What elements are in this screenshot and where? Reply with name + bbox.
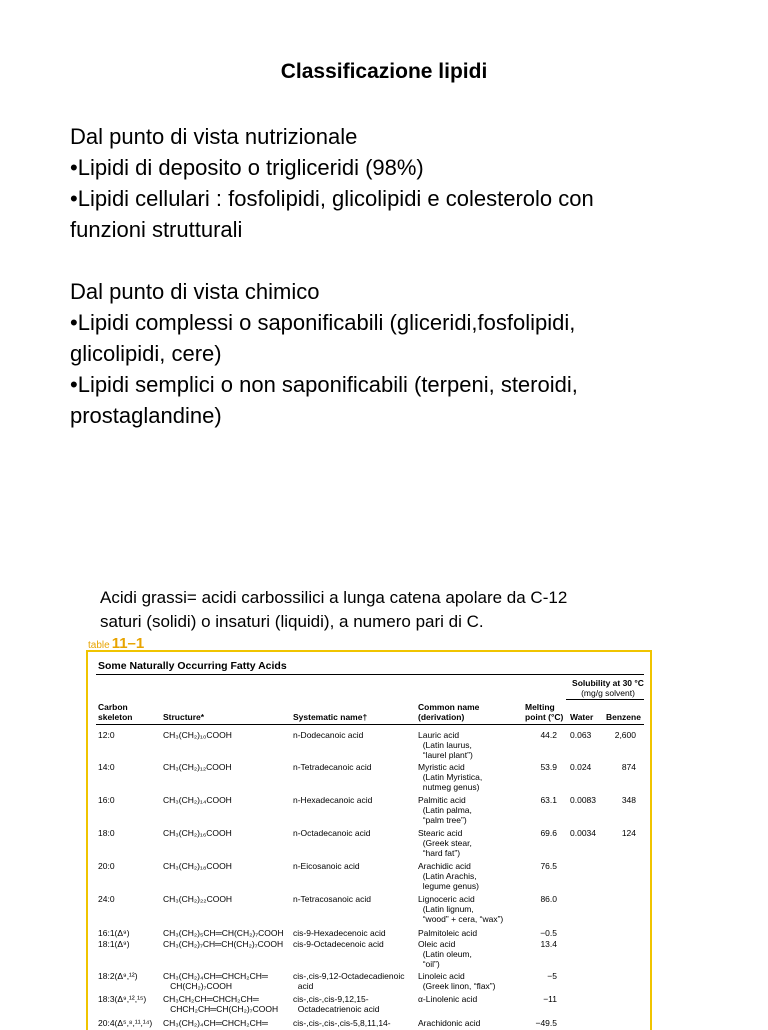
cell-structure: CH₃(CH₂)₅CH═CH(CH₂)₇COOH xyxy=(163,928,284,938)
body-line: •Lipidi complessi o saponificabili (gliceridi,fosfolipidi, xyxy=(70,310,576,335)
header-melting-line: Melting xyxy=(525,702,555,712)
body-line: •Lipidi cellulari : fosfolipidi, glicolipidi e colesterolo con xyxy=(70,186,594,211)
header-carbon-line: Carbon xyxy=(98,702,128,712)
cell-structure: CH₃(CH₂)₁₄COOH xyxy=(163,795,232,805)
solubility-header-line: Solubility at 30 °C xyxy=(572,678,644,688)
cell-carbon: 14:0 xyxy=(98,762,115,772)
header-melting xyxy=(525,702,563,722)
cell-water: 0.0083 xyxy=(570,795,596,805)
cell-systematic: cis-,cis-,cis-9,12,15- Octadecatrienoic acid xyxy=(293,994,380,1014)
cell-water: 0.063 xyxy=(570,730,592,740)
cell-melting: 76.5 xyxy=(540,861,557,871)
cell-common: Stearic acid (Greek stear, “hard fat”) xyxy=(418,828,472,858)
cell-water: 0.0034 xyxy=(570,828,596,838)
body-line: Dal punto di vista nutrizionale xyxy=(70,124,358,149)
cell-melting: −49.5 xyxy=(535,1018,557,1028)
body-line: glicolipidi, cere) xyxy=(70,341,222,366)
body-line: •Lipidi semplici o non saponificabili (terpeni, steroidi, xyxy=(70,372,578,397)
cell-common: Arachidic acid (Latin Arachis, legume genus) xyxy=(418,861,479,891)
solubility-rule xyxy=(566,699,644,700)
header-systematic: Systematic name† xyxy=(293,712,368,722)
cell-systematic: cis-,cis-,cis-,cis-5,8,11,14- xyxy=(293,1018,391,1028)
solubility-header xyxy=(568,678,648,698)
body-line xyxy=(70,245,730,276)
cell-melting: 53.9 xyxy=(540,762,557,772)
cell-melting: 44.2 xyxy=(540,730,557,740)
cell-common: Palmitoleic acid xyxy=(418,928,478,938)
fatty-acid-caption xyxy=(100,586,567,634)
cell-benzene: 348 xyxy=(621,795,636,805)
cell-systematic: cis-9-Octadecenoic acid xyxy=(293,939,384,949)
cell-structure: CH₃CH₂CH═CHCH₂CH═ CHCH₂CH═CH(CH₂)₇COOH xyxy=(163,994,279,1014)
body-line: •Lipidi di deposito o trigliceridi (98%) xyxy=(70,155,424,180)
cell-common: α-Linolenic acid xyxy=(418,994,478,1004)
cell-melting: 63.1 xyxy=(540,795,557,805)
header-structure: Structure* xyxy=(163,712,205,722)
caption-line: Acidi grassi= acidi carbossilici a lunga catena apolare da C-12 xyxy=(100,588,568,607)
header-water: Water xyxy=(570,712,594,722)
cell-carbon: 20:4(Δ⁵,⁸,¹¹,¹⁴) xyxy=(98,1018,153,1028)
header-benzene: Benzene xyxy=(606,712,641,722)
header-carbon xyxy=(98,702,133,722)
cell-common: Oleic acid (Latin oleum, “oil”) xyxy=(418,939,472,969)
slide-title: Classificazione lipidi xyxy=(280,60,488,83)
header-melting-line: point (°C) xyxy=(525,712,564,722)
cell-systematic: n-Tetradecanoic acid xyxy=(293,762,372,772)
cell-systematic: n-Octadecanoic acid xyxy=(293,828,371,838)
cell-carbon: 12:0 xyxy=(98,730,115,740)
cell-structure: CH₃(CH₂)₁₆COOH xyxy=(163,828,232,838)
body-line: Dal punto di vista chimico xyxy=(70,279,320,304)
cell-carbon: 16:0 xyxy=(98,795,115,805)
table-top-rule xyxy=(96,674,644,675)
cell-systematic: cis-,cis-9,12-Octadecadienoic acid xyxy=(293,971,405,991)
cell-structure: CH₃(CH₂)₇CH═CH(CH₂)₇COOH xyxy=(163,939,284,949)
cell-structure: CH₃(CH₂)₄CH═CHCH₂CH═ xyxy=(163,1018,268,1028)
cell-structure: CH₃(CH₂)₂₂COOH xyxy=(163,894,233,904)
cell-structure: CH₃(CH₂)₁₂COOH xyxy=(163,762,232,772)
cell-carbon: 18:1(Δ⁹) xyxy=(98,939,130,949)
table-label-prefix: table xyxy=(88,640,110,651)
solubility-header-line: (mg/g solvent) xyxy=(581,688,635,698)
table-title: Some Naturally Occurring Fatty Acids xyxy=(98,660,287,672)
cell-structure: CH₃(CH₂)₄CH═CHCH₂CH═ CH(CH₂)₇COOH xyxy=(163,971,268,991)
cell-benzene: 2,600 xyxy=(614,730,636,740)
cell-structure: CH₃(CH₂)₁₈COOH xyxy=(163,861,232,871)
cell-carbon: 16:1(Δ⁹) xyxy=(98,928,130,938)
cell-carbon: 18:2(Δ⁹,¹²) xyxy=(98,971,138,981)
header-carbon-line: skeleton xyxy=(98,712,133,722)
cell-melting: −0.5 xyxy=(540,928,557,938)
cell-melting: 13.4 xyxy=(540,939,557,949)
body-line: funzioni strutturali xyxy=(70,217,243,242)
cell-carbon: 18:3(Δ⁹,¹²,¹⁵) xyxy=(98,994,147,1004)
cell-common: Lignoceric acid (Latin lignum, “wood” + cera, “wax”) xyxy=(418,894,504,924)
cell-benzene: 874 xyxy=(621,762,636,772)
caption-line: saturi (solidi) o insaturi (liquidi), a numero pari di C. xyxy=(100,612,484,631)
cell-systematic: n-Eicosanoic acid xyxy=(293,861,360,871)
cell-melting: −11 xyxy=(543,994,557,1004)
cell-common: Palmitic acid (Latin palma, “palm tree”) xyxy=(418,795,472,825)
cell-carbon: 20:0 xyxy=(98,861,115,871)
cell-benzene: 124 xyxy=(621,828,636,838)
body-line: prostaglandine) xyxy=(70,403,222,428)
cell-common: Myristic acid (Latin Myristica, nutmeg genus) xyxy=(418,762,483,792)
cell-common: Linoleic acid (Greek linon, “flax”) xyxy=(418,971,496,991)
cell-structure: CH₃(CH₂)₁₀COOH xyxy=(163,730,232,740)
cell-water: 0.024 xyxy=(570,762,592,772)
cell-systematic: n-Dodecanoic acid xyxy=(293,730,364,740)
header-common-line: (derivation) xyxy=(418,712,465,722)
cell-melting: −5 xyxy=(547,971,557,981)
cell-systematic: cis-9-Hexadecenoic acid xyxy=(293,928,386,938)
cell-systematic: n-Tetracosanoic acid xyxy=(293,894,371,904)
cell-carbon: 18:0 xyxy=(98,828,115,838)
cell-carbon: 24:0 xyxy=(98,894,115,904)
header-common-line: Common name xyxy=(418,702,480,712)
slide-body xyxy=(70,121,730,431)
cell-common: Lauric acid (Latin laurus, “laurel plant”) xyxy=(418,730,473,760)
table-label-number: 11–1 xyxy=(111,635,145,652)
cell-systematic: n-Hexadecanoic acid xyxy=(293,795,373,805)
fatty-acids-table xyxy=(86,650,652,1030)
header-bottom-rule xyxy=(96,724,644,725)
cell-common: Arachidonic acid xyxy=(418,1018,481,1028)
cell-melting: 69.6 xyxy=(540,828,557,838)
header-common xyxy=(418,702,479,722)
cell-melting: 86.0 xyxy=(540,894,557,904)
